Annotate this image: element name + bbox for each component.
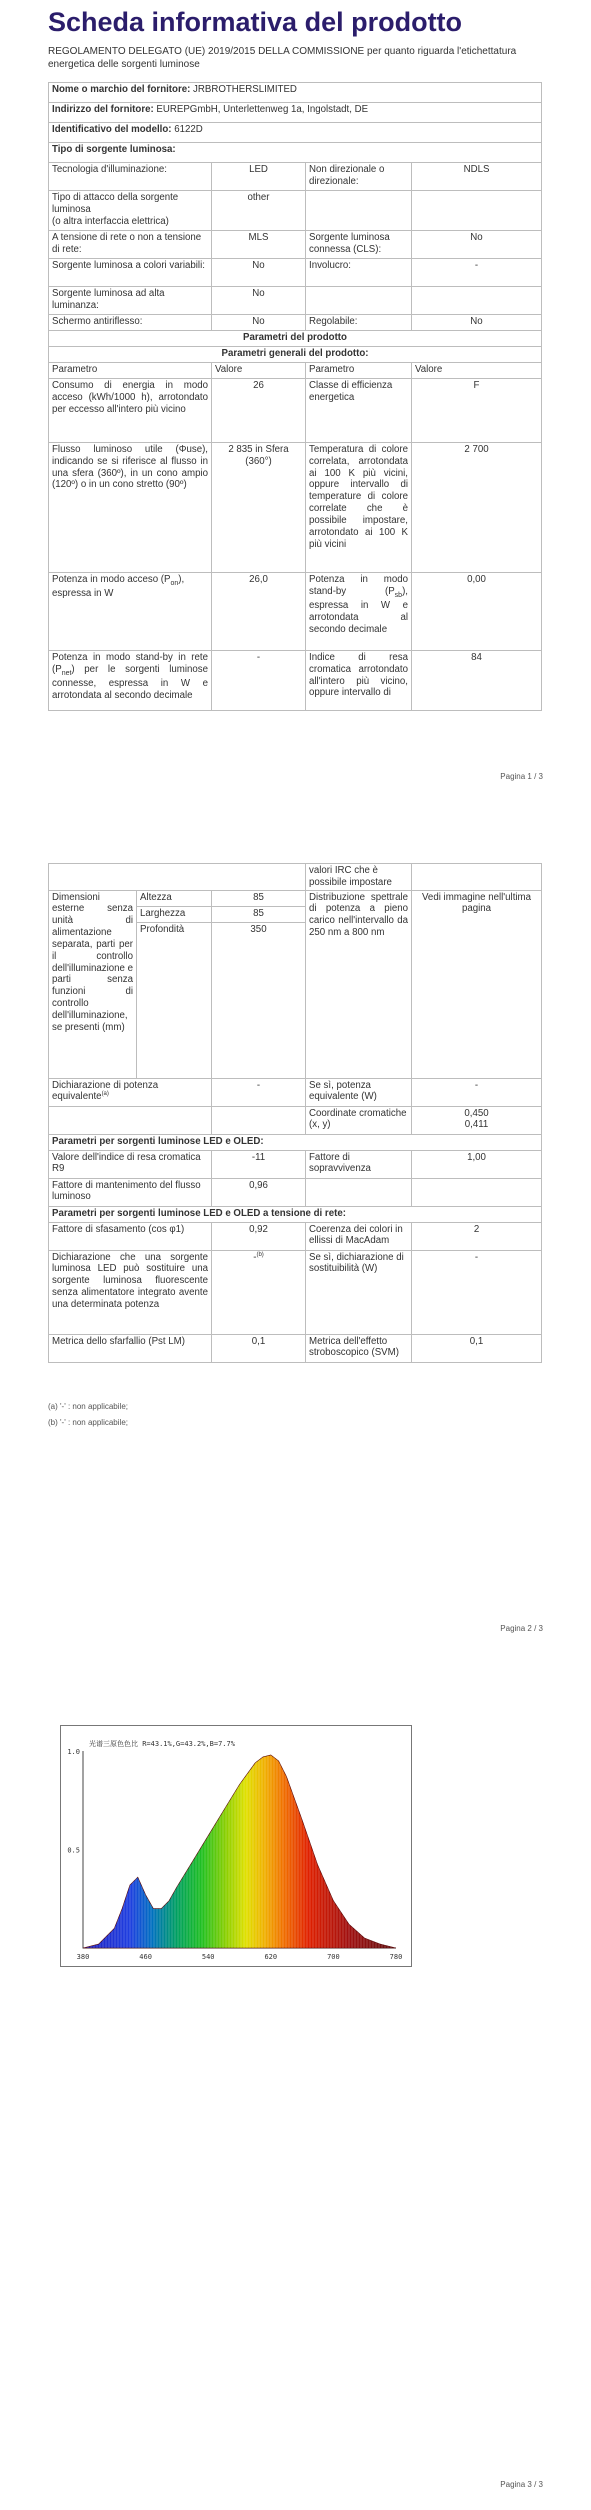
y-tick-label: 0.5 [67,1846,80,1855]
psb-value: 0,00 [412,573,542,651]
page-1 [0,0,591,800]
chroma-label: Coordinate cromatiche (x, y) [306,1106,412,1134]
antiglare-label: Schermo antiriflesso: [49,315,212,331]
x-tick-label: 780 [389,1953,403,1961]
tech-label: Tecnologia d'illuminazione: [49,163,212,191]
nondir-label: Non direzionale o direzionale: [306,163,412,191]
height-value: 85 [212,890,306,906]
spectral-chart-svg [61,1726,411,1966]
cap-label: Tipo di attacco della sorgente luminosa (o altra interfaccia elettrica) [49,191,212,231]
cls-value: No [412,231,542,259]
cri-value: 84 [412,651,542,711]
pst-label: Metrica dello sfarfallio (Pst LM) [49,1334,212,1362]
spectral-value: Vedi immagine nell'ultima pagina [412,890,542,1078]
colour-value: No [212,259,306,287]
maint-label: Fattore di mantenimento del flusso luminoso [49,1178,212,1206]
replace-w-label: Se sì, dichiarazione di sostituibilità (W) [306,1250,412,1334]
general-title: Parametri del prodotto [49,331,542,347]
spectral-label: Distribuzione spettrale di potenza a pieno carico nell'intervallo da 250 nm a 800 nm [306,890,412,1078]
source-type-header: Tipo di sorgente luminosa: [49,143,542,163]
col-param-2: Parametro [306,363,412,379]
width-label: Larghezza [137,906,212,922]
dims-label: Dimensioni esterne senza unità di alimentazione separata, parti per il controllo dell'illuminazione e parti senza funzioni di controllo dell'illuminazione, se presenti (mm) [49,890,137,1078]
col-param-1: Parametro [49,363,212,379]
page-title: Scheda informativa del prodotto [48,7,463,37]
r9-value: -11 [212,1150,306,1178]
supplier-row: Nome o marchio del fornitore: JRBROTHERSLIMITED [49,83,542,103]
replace-label: Dichiarazione che una sorgente luminosa LED può sostituire una sorgente luminosa fluorescente senza alimentatore integrato avente una determinata potenza [49,1250,212,1334]
general-subtitle: Parametri generali del prodotto: [49,347,542,363]
svm-value: 0,1 [412,1334,542,1362]
cap-value: other [212,191,306,231]
envelope-value: - [412,259,542,287]
r9-label: Valore dell'indice di resa cromatica R9 [49,1150,212,1178]
energy-label: Consumo di energia in modo acceso (kWh/1000 h), arrotondato per eccesso all'intero più vicino [49,379,212,443]
pnet-label: Potenza in modo stand-by in rete $(P_{net})$ per le sorgenti luminose connesse, espressa in W e arrotondata al secondo decimale [49,651,212,711]
pnet-value: - [212,651,306,711]
mains-value: MLS [212,231,306,259]
psb-label: Potenza in modo stand-by $(P_{sb})$, espressa in W e arrotondata al secondo decimale [306,573,412,651]
mains-section-title: Parametri per sorgenti luminose LED e OLED a tensione di rete: [49,1206,542,1222]
regulation-text: REGOLAMENTO DELEGATO (UE) 2019/2015 DELLA COMMISSIONE per quanto riguarda l'etichettatura energetica delle sorgenti luminose [48,46,517,70]
replace-w-value: - [412,1250,542,1334]
spectral-chart [60,1725,412,1967]
survival-value: 1,00 [412,1150,542,1178]
pon-label: Potenza in modo acceso $(P_{on})$, espressa in W [49,573,212,651]
tech-value: LED [212,163,306,191]
x-tick-label: 380 [76,1953,90,1961]
nondir-value: NDLS [412,163,542,191]
col-value-1: Valore [212,363,306,379]
pst-value: 0,1 [212,1334,306,1362]
product-params-table-continued [48,863,542,1363]
mains-label: A tensione di rete o non a tensione di rete: [49,231,212,259]
hl-value: No [212,287,306,315]
hl-label: Sorgente luminosa ad alta luminanza: [49,287,212,315]
equiv-w-value: - [412,1078,542,1106]
chart-plot-area [67,1748,402,1961]
flux-value: 2 835 in Sfera (360°) [212,443,306,573]
equiv-label: Dichiarazione di potenza equivalente$^{(a)}$ [49,1078,212,1106]
chart-caption: 光谱三原色色比 R=43.1%,G=43.2%,B=7.7% [89,1740,235,1748]
flux-label: Flusso luminoso utile (Φuse), indicando se si riferisce al flusso in una sfera (360º), in un cono ampio (120º) o in un cono stretto (90º) [49,443,212,573]
pf-label: Fattore di sfasamento (cos φ1) [49,1222,212,1250]
colour-label: Sorgente luminosa a colori variabili: [49,259,212,287]
replace-value: -$^{(b)}$ [212,1250,306,1334]
page-3 [0,1660,591,2510]
cri-label: Indice di resa cromatica arrotondato all'intero più vicino, oppure intervallo di [306,651,412,711]
depth-value: 350 [212,922,306,1078]
energy-value: 26 [212,379,306,443]
product-info-table [48,82,542,711]
y-tick-label: 1.0 [67,1748,80,1756]
height-label: Altezza [137,890,212,906]
page-footer: Pagina 2 / 3 [500,1624,543,1633]
depth-label: Profondità [137,922,212,1078]
macadam-label: Coerenza dei colori in ellissi di MacAdam [306,1222,412,1250]
x-tick-label: 620 [264,1953,278,1961]
cri-cont-label: valori IRC che è possibile impostare [306,864,412,891]
width-value: 85 [212,906,306,922]
page-2 [0,830,591,1640]
cct-value: 2 700 [412,443,542,573]
equiv-value: - [212,1078,306,1106]
chroma-value: 0,450 0,411 [412,1106,542,1134]
equiv-w-label: Se sì, potenza equivalente (W) [306,1078,412,1106]
class-value: F [412,379,542,443]
dimmable-value: No [412,315,542,331]
led-section-title: Parametri per sorgenti luminose LED e OLED: [49,1134,542,1150]
footnote-b: (b) '-' : non applicabile; [48,1418,128,1427]
envelope-label: Involucro: [306,259,412,287]
svm-label: Metrica dell'effetto stroboscopico (SVM) [306,1334,412,1362]
page-footer: Pagina 3 / 3 [500,2480,543,2489]
x-tick-label: 540 [201,1953,215,1961]
col-value-2: Valore [412,363,542,379]
model-row: Identificativo del modello: 6122D [49,123,542,143]
maint-value: 0,96 [212,1178,306,1206]
pon-value: 26,0 [212,573,306,651]
x-tick-label: 460 [139,1953,152,1961]
antiglare-value: No [212,315,306,331]
x-tick-label: 700 [327,1953,340,1961]
macadam-value: 2 [412,1222,542,1250]
pf-value: 0,92 [212,1222,306,1250]
footnote-a: (a) '-' : non applicabile; [48,1402,128,1411]
class-label: Classe di efficienza energetica [306,379,412,443]
page-footer: Pagina 1 / 3 [500,772,543,781]
cls-label: Sorgente luminosa connessa (CLS): [306,231,412,259]
dimmable-label: Regolabile: [306,315,412,331]
cct-label: Temperatura di colore correlata, arrotondata ai 100 K più vicini, oppure intervallo di temperature di colore correlate che è possibile impostare, arrotondato ai 100 K più vicini [306,443,412,573]
address-row: Indirizzo del fornitore: EUREPGmbH, Unterlettenweg 1a, Ingolstadt, DE [49,103,542,123]
survival-label: Fattore di sopravvivenza [306,1150,412,1178]
